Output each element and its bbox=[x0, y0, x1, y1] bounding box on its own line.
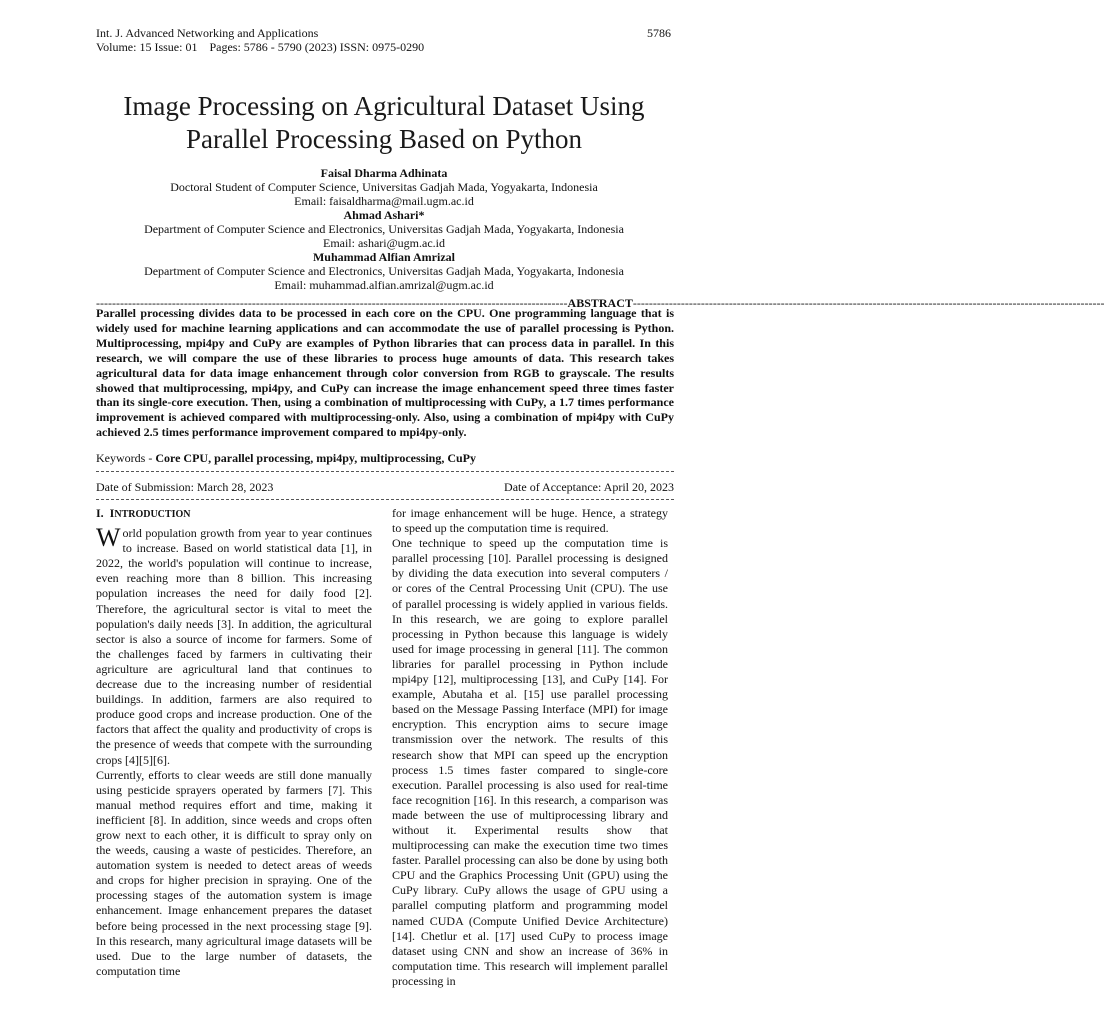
section-heading bbox=[96, 506, 372, 522]
author-name: Ahmad Ashari* bbox=[343, 208, 425, 222]
drop-cap: W bbox=[96, 523, 121, 553]
paragraph: One technique to speed up the computation time is parallel processing [10]. Parallel processing is designed by dividing the data execution into several computers / or cores of the Central Processing Unit (CPU). The use of parallel processing is widely applied in various fields. In this research, we are going to explore parallel processing in Python because this language is widely used for image processing in general [11]. The common libraries for parallel processing in Python include mpi4py [12], multiprocessing [13], and CuPy [14]. For example, Abutaha et al. [15] use parallel processing based on the Message Passing Interface (MPI) for image encryption. This encryption aims to secure image transmission over the network. The results of this research show that MPI can speed up the encryption process 1.5 times faster compared to single-core execution. Parallel processing is also used for real-time face recognition [16]. In this research, a comparison was made between the use of multiprocessing library and without it. Experimental results show that multiprocessing can make the execution time two times faster. Parallel processing can also be done by using both CPU and the Graphics Processing Unit (GPU) using the CuPy library. CuPy allows the usage of GPU using a parallel computing platform and programming model named CUDA (Compute Unified Device Architecture) [14]. Chetlur et al. [17] used CuPy to process image dataset using CNN and show an increase of 36% in computation time. This research will implement parallel processing in bbox=[392, 536, 668, 988]
divider-line bbox=[96, 471, 674, 472]
acceptance-date: Date of Acceptance: April 20, 2023 bbox=[504, 480, 674, 494]
paragraph bbox=[96, 523, 372, 768]
section-title-first: I bbox=[109, 506, 115, 520]
author-affiliation: Department of Computer Science and Electronics, Universitas Gadjah Mada, Yogyakarta, Indonesia bbox=[144, 222, 624, 236]
divider-line bbox=[96, 499, 674, 500]
dates-line bbox=[96, 480, 674, 495]
author-email: Email: faisaldharma@mail.ugm.ac.id bbox=[294, 194, 474, 208]
paragraph-text: orld population growth from year to year continues to increase. Based on world statistical data [1], in 2022, the world's population will continue to increase, even reaching more than 8 billion. This increasing population increases the need for daily food [2]. Therefore, the agricultural sector is vital to meet the population's daily needs [3]. In addition, the agricultural sector is also a source of income for farmers. Some of the challenges faced by farmers in cultivating their agriculture are agricultural land that continues to decrease due to the increasing number of residential buildings. In addition, farmers are also required to produce good crops and increase production. One of the factors that affect the quality and productivity of crops is the presence of weeds that compete with the surrounding crops [4][5][6]. bbox=[96, 526, 372, 767]
author-affiliation: Department of Computer Science and Electronics, Universitas Gadjah Mada, Yogyakarta, Indonesia bbox=[144, 264, 624, 278]
abstract-label: ABSTRACT bbox=[567, 296, 633, 310]
section-number: I. bbox=[96, 506, 104, 520]
divider-dashes: ---------------------------------------------------------------------------------------------------------------------- bbox=[96, 296, 568, 310]
journal-name: Int. J. Advanced Networking and Applications bbox=[96, 26, 319, 40]
submission-date: Date of Submission: March 28, 2023 bbox=[96, 480, 274, 494]
title-line-1: Image Processing on Agricultural Dataset Using bbox=[123, 91, 645, 121]
abstract-text: Parallel processing divides data to be processed in each core on the CPU. One programming language that is widely used for machine learning applications and can accommodate the use of parallel processing is Python. Multiprocessing, mpi4py and CuPy are examples of Python libraries that can process data in parallel. In this research, we will compare the use of these libraries to process huge amounts of data. This research takes agricultural data for data image enhancement through color conversion from RGB to grayscale. The results showed that multiprocessing, mpi4py, and CuPy can increase the image enhancement speed three times faster than its single-core execution. Then, using a combination of multiprocessing with CuPy, a 1.7 times performance improvement is achieved compared with multiprocessing-only. Also, using a combination of mpi4py with CuPy achieved 2.5 times performance improvement compared to mpi4py-only. bbox=[96, 306, 674, 440]
running-header bbox=[96, 26, 424, 54]
paragraph: Currently, efforts to clear weeds are still done manually using pesticide sprayers operated by farmers [7]. This manual method requires effort and time, making it inefficient [8]. In addition, since weeds and crops often grow next to each other, it is difficult to spray only on the weeds, causing a waste of pesticides. Therefore, an automation system is needed to detect areas of weeds and crops for higher precision in spraying. One of the processing stages of the automation system is image enhancement. Image enhancement prepares the dataset before being processed in the next processing stage [9]. In this research, many agricultural image datasets will be used. Due to the large number of datasets, the computation time bbox=[96, 767, 372, 978]
author-email: Email: ashari@ugm.ac.id bbox=[322, 236, 445, 250]
left-column bbox=[96, 506, 372, 979]
volume-info: Volume: 15 Issue: 01 Pages: 5786 - 5790 (2023) ISSN: 0975-0290 bbox=[96, 40, 425, 54]
author-name: Faisal Dharma Adhinata bbox=[320, 166, 448, 180]
author-name: Muhammad Alfian Amrizal bbox=[312, 250, 455, 264]
keywords-label: Keywords - bbox=[96, 451, 156, 465]
keywords-line bbox=[96, 451, 476, 466]
author-block bbox=[80, 166, 688, 292]
author-affiliation: Doctoral Student of Computer Science, Universitas Gadjah Mada, Yogyakarta, Indonesia bbox=[170, 180, 598, 194]
author-email: Email: muhammad.alfian.amrizal@ugm.ac.id bbox=[274, 278, 494, 292]
right-column bbox=[392, 506, 668, 989]
divider-dashes: ---------------------------------------------------------------------------------------------------------------------- bbox=[632, 296, 1104, 310]
paper-title bbox=[80, 90, 688, 156]
title-line-2: Parallel Processing Based on Python bbox=[186, 124, 582, 154]
paragraph: for image enhancement will be huge. Hence, a strategy to speed up the computation time is required. bbox=[392, 506, 668, 536]
section-title-rest: NTRODUCTION bbox=[114, 509, 191, 520]
page-number: 5786 bbox=[647, 26, 671, 40]
keywords-list: Core CPU, parallel processing, mpi4py, multiprocessing, CuPy bbox=[155, 451, 477, 465]
